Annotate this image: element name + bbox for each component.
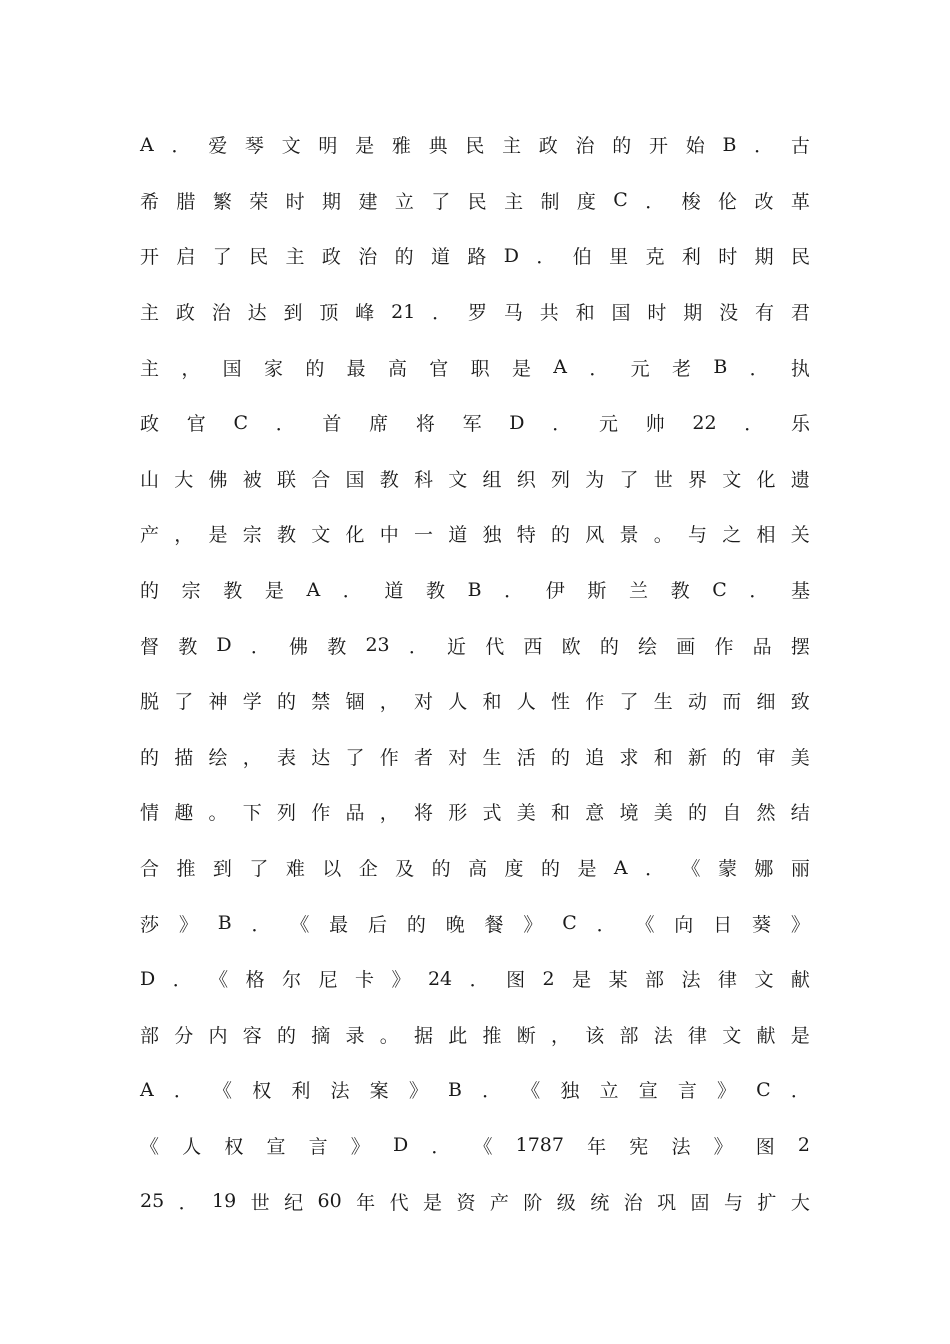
document-text xyxy=(140,117,810,1229)
text-line: 合 推 到 了 难 以 企 及 的 高 度 的 是 A ． 《 蒙 娜 丽 xyxy=(140,856,810,881)
text-line: 开 启 了 民 主 政 治 的 道 路 D ． 伯 里 克 利 时 期 民 xyxy=(140,244,810,269)
text-line: A ． 《 权 利 法 案 》 B ． 《 独 立 宣 言 》 C ． xyxy=(140,1078,810,1103)
text-line: 25 ． 19 世 纪 60 年 代 是 资 产 阶 级 统 治 巩 固 与 扩 大 xyxy=(140,1190,810,1214)
text-line: 的 宗 教 是 A ． 道 教 B ． 伊 斯 兰 教 C ． 基 xyxy=(140,578,810,603)
text-line: 脱 了 神 学 的 禁 锢 ， 对 人 和 人 性 作 了 生 动 而 细 致 xyxy=(140,691,810,714)
text-line: 的 描 绘 ， 表 达 了 作 者 对 生 活 的 追 求 和 新 的 审 美 xyxy=(140,746,810,769)
text-line: 山 大 佛 被 联 合 国 教 科 文 组 织 列 为 了 世 界 文 化 遗 xyxy=(140,468,810,491)
text-line: 希 腊 繁 荣 时 期 建 立 了 民 主 制 度 C ． 梭 伦 改 革 xyxy=(140,189,810,213)
text-line: 政 官 C ． 首 席 将 军 D ． 元 帅 22 ． 乐 xyxy=(140,411,810,436)
text-line: 莎 》 B ． 《 最 后 的 晚 餐 》 C ． 《 向 日 葵 》 xyxy=(140,912,810,936)
text-line: 产 ， 是 宗 教 文 化 中 一 道 独 特 的 风 景 。 与 之 相 关 xyxy=(140,524,810,547)
text-line: 主 ， 国 家 的 最 高 官 职 是 A ． 元 老 B ． 执 xyxy=(140,356,810,380)
text-line: 部 分 内 容 的 摘 录 。 据 此 推 断 ， 该 部 法 律 文 献 是 xyxy=(140,1024,810,1047)
text-line: A ． 爱 琴 文 明 是 雅 典 民 主 政 治 的 开 始 B ． 古 xyxy=(140,133,810,158)
text-line: 主 政 治 达 到 顶 峰 21 ． 罗 马 共 和 国 时 期 没 有 君 xyxy=(140,300,810,325)
text-line: 督 教 D ． 佛 教 23 ． 近 代 西 欧 的 绘 画 作 品 摆 xyxy=(140,634,810,658)
text-line: 情 趣 。 下 列 作 品 ， 将 形 式 美 和 意 境 美 的 自 然 结 xyxy=(140,802,810,825)
text-line: D ． 《 格 尔 尼 卡 》 24 ． 图 2 是 某 部 法 律 文 献 xyxy=(140,967,810,992)
text-line: 《 人 权 宣 言 》 D ． 《 1787 年 宪 法 》 图 2 xyxy=(140,1134,810,1158)
